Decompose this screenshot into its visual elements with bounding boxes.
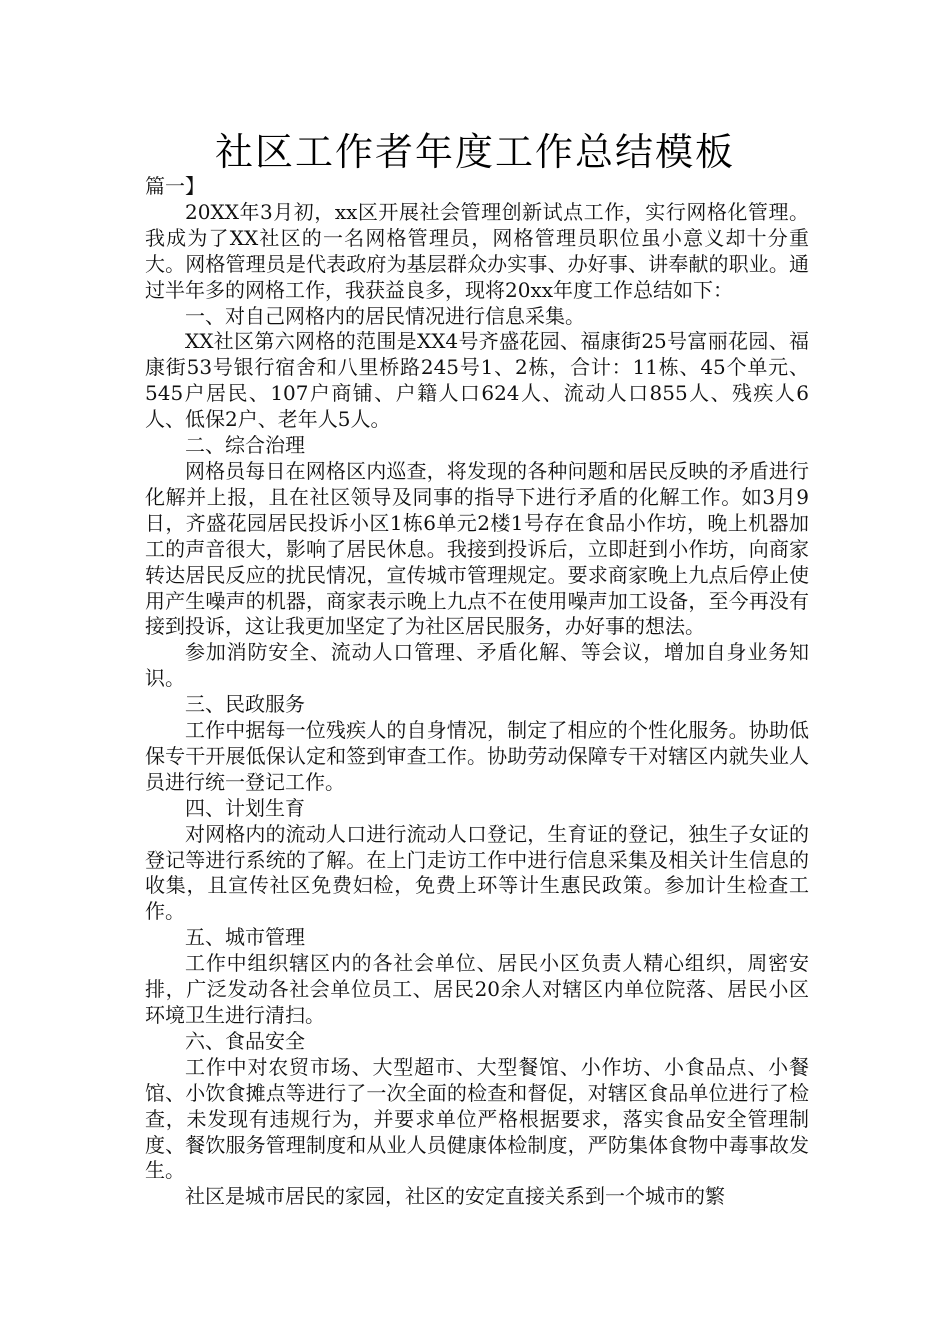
paragraph: 二、综合治理 [185, 433, 305, 458]
paragraph: 工作中组织辖区内的各社会单位、居民小区负责人精心组织，周密安排，广泛发动各社会单位员工、居民20余人对辖区内单位院落、居民小区环境卫生进行清扫。 [145, 951, 809, 1027]
paragraph: 一、对自己网格内的居民情况进行信息采集。 [185, 303, 585, 328]
paragraph: 六、食品安全 [185, 1028, 305, 1053]
paragraph: 参加消防安全、流动人口管理、矛盾化解、等会议，增加自身业务知识。 [145, 640, 809, 691]
paragraph: 工作中对农贸市场、大型超市、大型餐馆、小作坊、小食品点、小餐馆、小饮食摊点等进行了一次全面的检查和督促，对辖区食品单位进行了检查，未发现有违规行为，并要求单位严格根据要求，落实食品安全管理制度、餐饮服务管理制度和从业人员健康体检制度，严防集体食物中毒事故发生。 [145, 1054, 809, 1183]
paragraph: XX社区第六网格的范围是XX4号齐盛花园、福康街25号富丽花园、福康街53号银行宿舍和八里桥路245号1、2栋，合计：11栋、45个单元、545户居民、107户商铺、户籍人口624人、流动人口855人、残疾人6人、低保2户、老年人5人。 [145, 329, 809, 432]
paragraph: 四、计划生育 [185, 795, 305, 820]
paragraph: 五、城市管理 [185, 925, 305, 950]
paragraph: 20XX年3月初，xx区开展社会管理创新试点工作，实行网格化管理。我成为了XX社区的一名网格管理员，网格管理员职位虽小意义却十分重大。网格管理员是代表政府为基层群众办实事、办好事、讲奉献的职业。通过半年多的网格工作，我获益良多，现将20xx年度工作总结如下： [145, 199, 809, 302]
paragraph: 网格员每日在网格区内巡查，将发现的各种问题和居民反映的矛盾进行化解并上报，且在社区领导及同事的指导下进行矛盾的化解工作。如3月9日，齐盛花园居民投诉小区1栋6单元2楼1号存在食品小作坊，晚上机器加工的声音很大，影响了居民休息。我接到投诉后，立即赶到小作坊，向商家转达居民反应的扰民情况，宣传城市管理规定。要求商家晚上九点后停止使用产生噪声的机器，商家表示晚上九点不在使用噪声加工设备，至今再没有接到投诉，这让我更加坚定了为社区居民服务，办好事的想法。 [145, 458, 809, 639]
paragraph: 社区是城市居民的家园，社区的安定直接关系到一个城市的繁 [185, 1184, 725, 1209]
document-body [145, 174, 809, 1210]
paragraph: 三、民政服务 [185, 692, 305, 717]
document-title: 社区工作者年度工作总结模板 [214, 130, 735, 174]
paragraph: 工作中据每一位残疾人的自身情况，制定了相应的个性化服务。协助低保专干开展低保认定和签到审查工作。协助劳动保障专干对辖区内就失业人员进行统一登记工作。 [145, 718, 809, 794]
paragraph: 篇一】 [145, 174, 205, 198]
paragraph: 对网格内的流动人口进行流动人口登记，生育证的登记，独生子女证的登记等进行系统的了解。在上门走访工作中进行信息采集及相关计生信息的收集，且宣传社区免费妇检，免费上环等计生惠民政策。参加计生检查工作。 [145, 821, 809, 924]
